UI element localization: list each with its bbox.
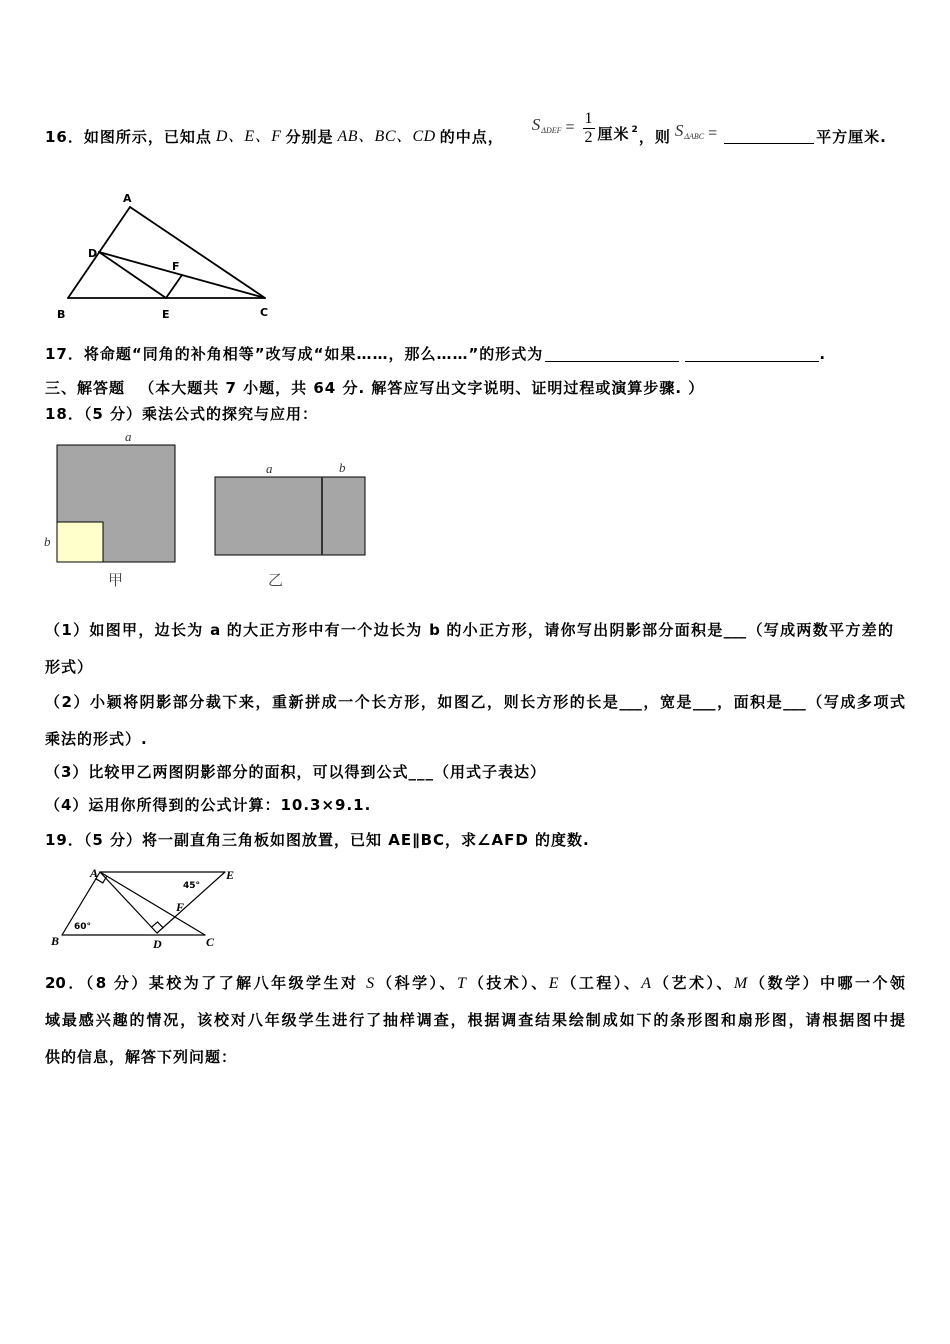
q20-field-engineering: （工程）、 xyxy=(558,974,642,992)
q20-letter-s: S xyxy=(366,975,375,992)
q20-field-technology: （技术）、 xyxy=(466,974,549,992)
q18-part3: （3）比较甲乙两图阴影部分的面积，可以得到公式___（用式子表达） xyxy=(45,763,546,781)
question-17 xyxy=(45,344,925,364)
triangle-labels xyxy=(57,192,268,321)
triangle-lines xyxy=(68,207,265,298)
triangle-abc-figure xyxy=(40,185,280,325)
segment-ef xyxy=(166,275,182,298)
section-3-note: （本大题共 7 小题，共 64 分. 解答应写出文字说明、证明过程或演算步骤. ） xyxy=(139,379,705,397)
area-def-symbol xyxy=(532,115,562,138)
q16-unit-superscript: 2 xyxy=(631,125,639,135)
label-c: C xyxy=(260,306,269,319)
area-abc-subscript: ΔABC xyxy=(684,132,705,141)
label-b: B xyxy=(51,934,60,948)
q20-line1 xyxy=(45,973,905,994)
label-c: C xyxy=(206,935,215,949)
set-squares-figure xyxy=(45,860,240,952)
yi-label-b: b xyxy=(339,460,346,475)
q16-equals-1: = xyxy=(565,119,576,136)
area-def-s: S xyxy=(531,115,541,134)
q17-answer-blank-1 xyxy=(545,347,679,362)
label-b: B xyxy=(57,308,66,321)
q20-letter-t: T xyxy=(456,975,467,992)
q20-field-science: （科学）、 xyxy=(374,974,457,992)
question-16 xyxy=(45,100,887,147)
q20-field-art: （艺术）、 xyxy=(651,974,734,992)
q20-letter-e: E xyxy=(548,975,559,992)
section-3-title: 三、解答题 xyxy=(45,379,126,397)
label-d: D xyxy=(88,247,98,260)
fraction-numerator: 1 xyxy=(584,110,593,127)
q16-mid1: 分别是 xyxy=(285,128,334,146)
q17-end: . xyxy=(819,345,827,363)
q16-suffix: 平方厘米. xyxy=(816,128,887,146)
label-e: E xyxy=(162,308,170,321)
segment-ad xyxy=(100,872,157,933)
q18-part1-line2: 形式） xyxy=(45,658,94,676)
label-a: A xyxy=(123,192,132,205)
area-abc-s: S xyxy=(674,121,684,140)
fraction-denominator: 2 xyxy=(584,129,593,146)
area-def-subscript: ΔDEF xyxy=(541,126,562,135)
q16-points: D、E、F xyxy=(215,128,282,145)
q16-equals-2: = xyxy=(708,125,719,142)
q18-part1-line1: （1）如图甲，边长为 a 的大正方形中有一个边长为 b 的小正方形，请你写出阴影部分面积是___（写成两数平方差的 xyxy=(45,621,893,639)
figure-jia xyxy=(38,428,188,593)
label-f: F xyxy=(172,260,180,273)
q20-letter-a: A xyxy=(641,975,652,992)
q16-segments: AB、BC、CD xyxy=(337,128,436,145)
q16-unit xyxy=(598,124,639,147)
label-e: E xyxy=(226,868,235,882)
q20-intro: 20．（8 分）某校为了了解八年级学生对 xyxy=(45,974,359,992)
segment-ca xyxy=(130,207,265,298)
rectangle xyxy=(215,477,365,555)
q20-field-math: （数学）中哪一个领 xyxy=(747,974,905,992)
yi-caption: 乙 xyxy=(268,571,284,589)
q17-answer-blank-2 xyxy=(685,347,819,362)
angle-label-45: 45° xyxy=(183,881,201,891)
q18-part2-line1: （2）小颖将阴影部分裁下来，重新拼成一个长方形，如图乙，则长方形的长是___，宽是___，面积是___（写成多项式 xyxy=(45,693,905,711)
label-a: A xyxy=(90,866,99,880)
jia-caption: 甲 xyxy=(108,571,124,589)
right-angle-mark-d xyxy=(152,922,164,928)
figure-yi xyxy=(205,455,375,595)
q20-letter-m: M xyxy=(733,975,748,992)
q16-unit-text: 厘米 xyxy=(597,125,630,143)
q20-line3: 供的信息，解答下列问题： xyxy=(45,1048,238,1066)
small-square xyxy=(57,522,103,562)
label-d: D xyxy=(153,937,162,951)
q16-then: ，则 xyxy=(638,128,671,146)
segment-de xyxy=(99,252,166,298)
q17-text: 17．将命题“同角的补角相等”改写成“如果……，那么……”的形式为 xyxy=(45,345,544,363)
q18-part2-line2: 乘法的形式）. xyxy=(45,730,148,748)
angle-label-60: 60° xyxy=(74,922,92,932)
fraction-one-half xyxy=(583,110,595,147)
question-19-stem: 19．（5 分）将一副直角三角板如图放置，已知 AE∥BC，求∠AFD 的度数. xyxy=(45,831,590,849)
q16-mid2: 的中点， xyxy=(439,128,504,146)
q16-answer-blank xyxy=(724,129,814,144)
q18-part4: （4）运用你所得到的公式计算：10.3×9.1. xyxy=(45,796,372,814)
label-f: F xyxy=(176,900,185,914)
yi-label-a: a xyxy=(266,461,273,476)
section-3-header xyxy=(45,378,925,398)
jia-label-a: a xyxy=(125,429,132,444)
question-18-stem: 18．（5 分）乘法公式的探究与应用： xyxy=(45,405,319,423)
q16-prefix: 16．如图所示，已知点 xyxy=(45,128,212,146)
area-abc-symbol xyxy=(675,121,704,144)
q20-line2: 域最感兴趣的情况，该校对八年级学生进行了抽样调查，根据调查结果绘制成如下的条形图和扇形图，请根据图中提 xyxy=(45,1011,905,1029)
jia-label-b: b xyxy=(44,534,51,549)
